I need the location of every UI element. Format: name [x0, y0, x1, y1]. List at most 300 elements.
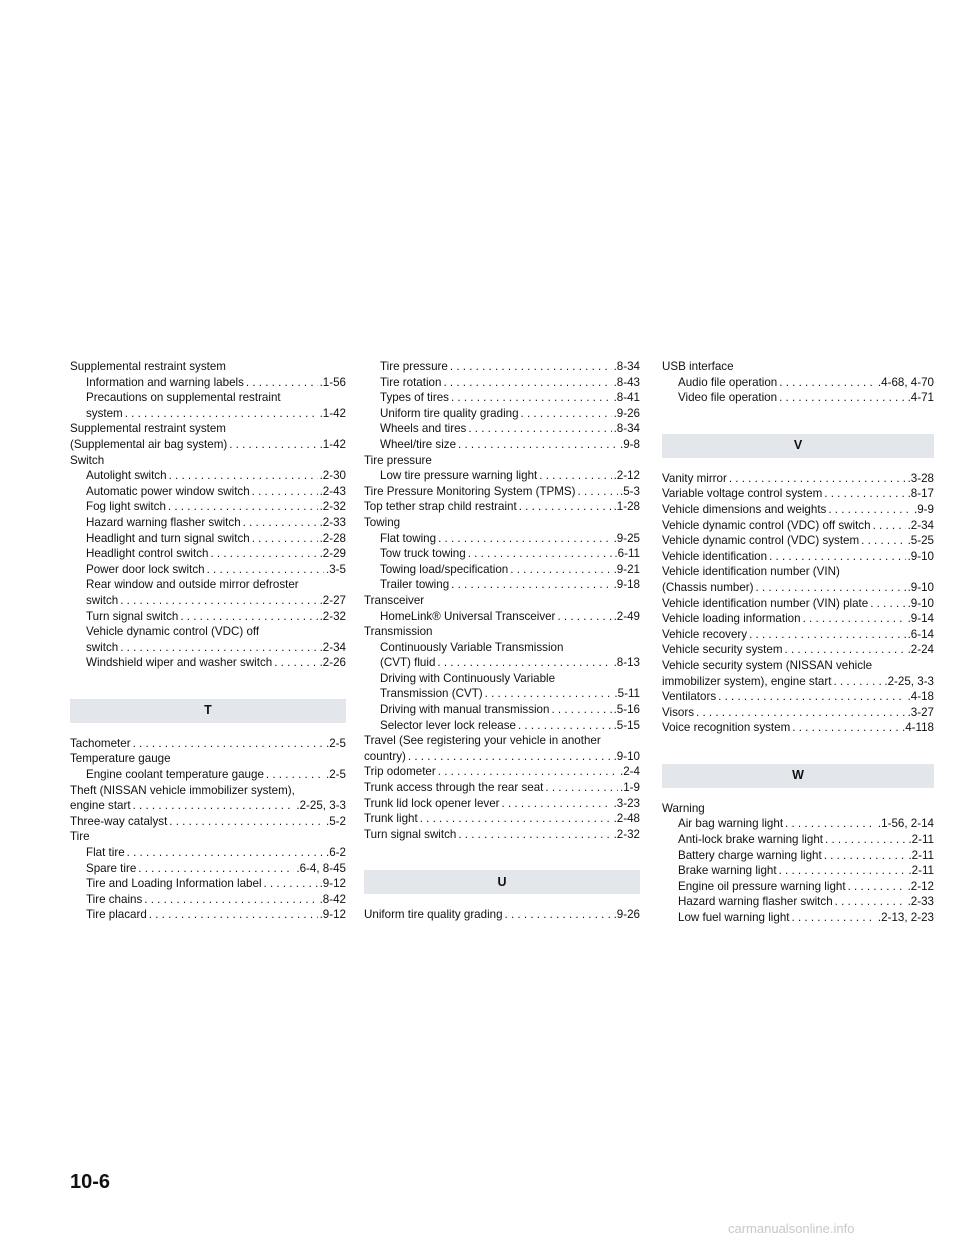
- entry-label: Transmission (CVT): [380, 687, 483, 701]
- dot-leader: [168, 499, 318, 515]
- dot-leader: [468, 421, 611, 437]
- entry-page-ref: .3-5: [326, 562, 346, 576]
- dot-leader: [408, 749, 612, 765]
- entry-page-ref: .4-68, 4-70: [877, 375, 934, 389]
- index-entry: [70, 814, 346, 830]
- entry-label: Tire rotation: [380, 375, 442, 389]
- index-entry: [70, 593, 346, 609]
- index-entry: [364, 421, 640, 437]
- entry-label: Tow truck towing: [380, 547, 466, 561]
- index-entry: [364, 780, 640, 796]
- index-heading: Transceiver: [364, 593, 425, 607]
- index-entry: [70, 876, 346, 892]
- index-entry: [364, 375, 640, 391]
- entry-page-ref: .2-32: [319, 500, 346, 514]
- entry-label: Headlight control switch: [86, 547, 209, 561]
- index-entry: [662, 533, 934, 549]
- entries-u: [364, 907, 640, 923]
- entry-label: Driving with manual transmission: [380, 703, 550, 717]
- index-entry: [364, 499, 640, 515]
- entry-label: (Chassis number): [662, 580, 754, 594]
- entry-page-ref: .2-11: [908, 864, 934, 878]
- index-entry: [364, 468, 640, 484]
- entry-label: immobilizer system), engine start: [662, 674, 832, 688]
- entry-label: Uniform tire quality grading: [380, 406, 519, 420]
- entry-page-ref: .2-30: [319, 469, 346, 483]
- index-entry: [364, 390, 640, 406]
- index-entry: [662, 375, 934, 391]
- dot-leader: [785, 642, 906, 658]
- index-entry: [70, 484, 346, 500]
- entry-label: Tire placard: [86, 908, 147, 922]
- entry-label: Hazard warning flasher switch: [86, 515, 241, 529]
- entry-label: Flat towing: [380, 531, 437, 545]
- index-entry: [662, 596, 934, 612]
- dot-leader: [144, 892, 317, 908]
- index-entry: [662, 580, 934, 596]
- index-entry: [662, 816, 934, 832]
- entries-t-cont: [364, 359, 640, 842]
- entry-page-ref: .3-27: [907, 705, 934, 719]
- index-heading: Supplemental restraint system: [70, 360, 226, 373]
- entry-page-ref: .6-14: [907, 627, 934, 641]
- dot-leader: [756, 580, 906, 596]
- dot-leader: [438, 764, 618, 780]
- dot-leader: [510, 562, 611, 578]
- entry-label: Towing load/specification: [380, 562, 509, 576]
- index-entry: [662, 627, 934, 643]
- entry-label: Information and warning labels: [86, 375, 244, 389]
- entry-page-ref: .5-15: [613, 718, 640, 732]
- dot-leader: [274, 655, 317, 671]
- index-heading: Continuously Variable Transmission: [380, 640, 564, 654]
- index-entry: [70, 640, 346, 656]
- dot-leader: [485, 686, 613, 702]
- entry-page-ref: .1-28: [613, 500, 640, 514]
- dot-leader: [873, 518, 906, 534]
- index-entry: [364, 609, 640, 625]
- index-entry: [70, 845, 346, 861]
- dot-leader: [825, 832, 906, 848]
- entry-label: Wheel/tire size: [380, 437, 457, 451]
- section-header-v: V: [662, 434, 934, 458]
- index-column-3: [662, 359, 934, 926]
- index-entry: [364, 531, 640, 547]
- dot-leader: [521, 406, 612, 422]
- index-entry: [70, 406, 346, 422]
- dot-leader: [125, 406, 318, 422]
- entry-page-ref: .9-21: [613, 562, 640, 576]
- index-heading: Theft (NISSAN vehicle immobilizer system),: [70, 783, 295, 797]
- entry-page-ref: .2-12: [613, 469, 640, 483]
- index-entry: [364, 718, 640, 734]
- section-header-w: W: [662, 764, 934, 788]
- index-entry: [662, 910, 934, 926]
- entry-label: system: [86, 406, 123, 420]
- index-entry: [70, 562, 346, 578]
- entry-page-ref: .2-11: [908, 848, 934, 862]
- index-heading: Travel (See registering your vehicle in another: [364, 734, 601, 748]
- index-heading: Vehicle identification number (VIN): [662, 565, 840, 579]
- dot-leader: [824, 486, 905, 502]
- entry-page-ref: .2-26: [319, 656, 346, 670]
- entry-label: Top tether strap child restraint: [364, 500, 517, 514]
- entry-page-ref: .2-25, 3-3: [296, 799, 346, 813]
- dot-leader: [451, 577, 611, 593]
- index-entry: [364, 484, 640, 500]
- index-heading: Rear window and outside mirror defroster: [86, 578, 299, 592]
- entry-label: Trip odometer: [364, 765, 436, 779]
- index-entry: [662, 848, 934, 864]
- entry-label: Vehicle loading information: [662, 612, 801, 626]
- index-entry: [364, 811, 640, 827]
- dot-leader: [451, 390, 612, 406]
- entry-label: Uniform tire quality grading: [364, 908, 503, 922]
- entry-page-ref: .9-12: [319, 908, 346, 922]
- index-heading: Supplemental restraint system: [70, 422, 226, 436]
- entry-page-ref: .8-34: [613, 360, 640, 373]
- entry-page-ref: .3-28: [907, 471, 934, 485]
- entry-label: Voice recognition system: [662, 721, 791, 735]
- entry-label: Tire chains: [86, 892, 143, 906]
- entry-page-ref: .9-10: [907, 580, 934, 594]
- dot-leader: [505, 907, 612, 923]
- entry-label: Windshield wiper and washer switch: [86, 656, 273, 670]
- dot-leader: [769, 549, 906, 565]
- entry-label: Tire and Loading Information label: [86, 877, 262, 891]
- entry-label: (CVT) fluid: [380, 656, 436, 670]
- index-entry: [662, 611, 934, 627]
- index-entry: [70, 499, 346, 515]
- entry-label: Spare tire: [86, 861, 137, 875]
- dot-leader: [169, 468, 318, 484]
- index-heading: Warning: [662, 801, 705, 815]
- index-heading: Precautions on supplemental restraint: [86, 391, 281, 405]
- index-entry: [70, 655, 346, 671]
- index-heading: USB interface: [662, 360, 734, 373]
- entry-page-ref: .2-32: [319, 609, 346, 623]
- dot-leader: [120, 640, 317, 656]
- index-heading: Tire: [70, 830, 90, 844]
- entry-page-ref: .2-4: [620, 765, 640, 779]
- index-entry: [364, 702, 640, 718]
- dot-leader: [848, 879, 906, 895]
- index-entry: [364, 686, 640, 702]
- entry-label: Ventilators: [662, 690, 717, 704]
- entry-page-ref: .2-27: [319, 593, 346, 607]
- entry-page-ref: .4-18: [907, 690, 934, 704]
- dot-leader: [870, 596, 905, 612]
- entry-label: engine start: [70, 799, 131, 813]
- index-entry: [662, 863, 934, 879]
- entry-page-ref: .2-12: [907, 879, 934, 893]
- index-entry: [70, 892, 346, 908]
- entry-page-ref: .2-13, 2-23: [877, 911, 934, 925]
- dot-leader: [252, 484, 318, 500]
- index-entry: [70, 798, 346, 814]
- index-entry: [662, 689, 934, 705]
- entry-page-ref: .1-56, 2-14: [877, 817, 934, 831]
- dot-leader: [696, 705, 906, 721]
- index-entry: [70, 767, 346, 783]
- entry-label: Vehicle recovery: [662, 627, 748, 641]
- index-entry: [662, 705, 934, 721]
- dot-leader: [824, 848, 907, 864]
- entry-page-ref: .2-28: [319, 531, 346, 545]
- entries-t: [70, 736, 346, 923]
- dot-leader: [785, 816, 876, 832]
- index-entry: [662, 502, 934, 518]
- index-entry: [364, 437, 640, 453]
- entry-page-ref: .2-11: [908, 833, 934, 847]
- index-entry: [662, 879, 934, 895]
- dot-leader: [828, 502, 912, 518]
- index-entry: [70, 736, 346, 752]
- index-entry: [70, 531, 346, 547]
- dot-leader: [545, 780, 618, 796]
- dot-leader: [443, 375, 611, 391]
- dot-leader: [779, 390, 906, 406]
- entry-page-ref: .2-24: [907, 643, 934, 657]
- entry-label: Vanity mirror: [662, 471, 727, 485]
- entry-page-ref: .2-32: [613, 827, 640, 841]
- dot-leader: [833, 674, 882, 690]
- entry-label: Video file operation: [678, 391, 778, 405]
- entry-page-ref: .8-42: [319, 892, 346, 906]
- index-heading: Switch: [70, 453, 105, 467]
- dot-leader: [729, 471, 906, 487]
- entry-page-ref: .2-48: [613, 812, 640, 826]
- dot-leader: [420, 811, 612, 827]
- dot-leader: [861, 533, 905, 549]
- entry-page-ref: .6-11: [614, 547, 640, 561]
- entry-page-ref: .9-8: [620, 437, 640, 451]
- index-entry: [662, 674, 934, 690]
- dot-leader: [749, 627, 906, 643]
- watermark: carmanualsonline.info: [728, 1221, 855, 1236]
- entry-page-ref: .1-42: [319, 437, 346, 451]
- entry-label: HomeLink® Universal Transceiver: [380, 609, 556, 623]
- index-entry: [364, 562, 640, 578]
- entry-page-ref: .5-25: [907, 534, 934, 548]
- index-entry: [364, 577, 640, 593]
- dot-leader: [207, 562, 324, 578]
- entry-label: Tire pressure: [380, 360, 448, 373]
- dot-leader: [438, 531, 612, 547]
- entry-label: Types of tires: [380, 391, 449, 405]
- dot-leader: [539, 468, 611, 484]
- entry-label: Tire Pressure Monitoring System (TPMS): [364, 484, 576, 498]
- dot-leader: [458, 827, 611, 843]
- entry-label: Vehicle identification: [662, 549, 768, 563]
- entry-label: Audio file operation: [678, 375, 778, 389]
- entry-page-ref: .2-33: [907, 895, 934, 909]
- dot-leader: [138, 861, 294, 877]
- index-column-2: [364, 359, 640, 923]
- entry-page-ref: .1-9: [620, 781, 640, 795]
- entry-page-ref: .9-9: [914, 502, 934, 516]
- entry-label: Trunk access through the rear seat: [364, 781, 544, 795]
- index-entry: [662, 894, 934, 910]
- entry-label: Air bag warning light: [678, 817, 784, 831]
- index-entry: [364, 406, 640, 422]
- dot-leader: [133, 736, 324, 752]
- dot-leader: [557, 609, 611, 625]
- dot-leader: [266, 767, 324, 783]
- index-entry: [662, 518, 934, 534]
- index-heading: Tire pressure: [364, 453, 432, 467]
- entry-page-ref: .8-43: [613, 375, 640, 389]
- dot-leader: [835, 894, 906, 910]
- entry-label: Selector lever lock release: [380, 718, 516, 732]
- entry-page-ref: .8-41: [613, 391, 640, 405]
- entry-label: switch: [86, 640, 119, 654]
- index-entry: [364, 749, 640, 765]
- dot-leader: [127, 845, 324, 861]
- entry-label: Tachometer: [70, 736, 131, 750]
- index-entry: [70, 468, 346, 484]
- index-entry: [70, 515, 346, 531]
- entry-label: Automatic power window switch: [86, 484, 250, 498]
- entry-label: Visors: [662, 705, 695, 719]
- entry-label: Vehicle security system: [662, 643, 783, 657]
- entry-page-ref: .3-23: [613, 796, 640, 810]
- entry-page-ref: .2-29: [319, 547, 346, 561]
- index-heading: Temperature gauge: [70, 752, 171, 766]
- entry-page-ref: .5-3: [620, 484, 640, 498]
- index-column-1: [70, 359, 346, 923]
- entry-label: (Supplemental air bag system): [70, 437, 228, 451]
- dot-leader: [120, 593, 317, 609]
- index-entry: [70, 437, 346, 453]
- entry-page-ref: .2-33: [319, 515, 346, 529]
- index-entry: [70, 375, 346, 391]
- index-entry: [364, 827, 640, 843]
- entry-page-ref: .2-49: [613, 609, 640, 623]
- entry-label: Engine coolant temperature gauge: [86, 768, 264, 782]
- index-entry: [364, 359, 640, 375]
- entry-page-ref: .8-17: [907, 487, 934, 501]
- entry-page-ref: .5-2: [326, 814, 346, 828]
- entry-label: Vehicle dimensions and weights: [662, 502, 827, 516]
- index-entry: [662, 471, 934, 487]
- entry-page-ref: .9-18: [613, 578, 640, 592]
- dot-leader: [133, 798, 295, 814]
- entry-page-ref: .9-12: [319, 877, 346, 891]
- entry-label: Wheels and tires: [380, 422, 467, 436]
- entry-page-ref: .2-25, 3-3: [884, 674, 934, 688]
- entry-page-ref: .9-10: [613, 749, 640, 763]
- entry-page-ref: .9-26: [613, 406, 640, 420]
- entry-page-ref: .6-4, 8-45: [296, 861, 346, 875]
- entry-label: Low fuel warning light: [678, 911, 790, 925]
- index-entry: [662, 832, 934, 848]
- entry-label: Battery charge warning light: [678, 848, 822, 862]
- dot-leader: [792, 720, 900, 736]
- dot-leader: [578, 484, 618, 500]
- entry-page-ref: .9-14: [907, 612, 934, 626]
- index-entry: [364, 907, 640, 923]
- dot-leader: [210, 546, 317, 562]
- dot-leader: [518, 718, 612, 734]
- dot-leader: [718, 689, 905, 705]
- entry-label: Flat tire: [86, 846, 125, 860]
- dot-leader: [468, 546, 613, 562]
- entry-label: Three-way catalyst: [70, 814, 168, 828]
- entry-page-ref: .8-34: [613, 422, 640, 436]
- dot-leader: [252, 531, 318, 547]
- entry-page-ref: .4-71: [907, 391, 934, 405]
- index-entry: [364, 796, 640, 812]
- entry-label: Fog light switch: [86, 500, 166, 514]
- dot-leader: [169, 814, 324, 830]
- index-entry: [70, 861, 346, 877]
- entry-label: country): [364, 749, 406, 763]
- entry-page-ref: .1-42: [319, 406, 346, 420]
- dot-leader: [243, 515, 318, 531]
- dot-leader: [229, 437, 317, 453]
- entry-page-ref: .8-13: [613, 656, 640, 670]
- index-entry: [364, 546, 640, 562]
- dot-leader: [264, 876, 318, 892]
- entries-v: [662, 471, 934, 736]
- section-header-u: U: [364, 870, 640, 894]
- entry-label: Low tire pressure warning light: [380, 469, 538, 483]
- entry-page-ref: .9-26: [613, 908, 640, 922]
- entry-page-ref: .4-118: [901, 721, 934, 735]
- entry-page-ref: .9-25: [613, 531, 640, 545]
- entry-label: Headlight and turn signal switch: [86, 531, 250, 545]
- entry-label: Hazard warning flasher switch: [678, 895, 833, 909]
- index-entry: [662, 390, 934, 406]
- entry-page-ref: .5-16: [613, 703, 640, 717]
- index-heading: Transmission: [364, 625, 433, 639]
- entry-page-ref: .9-10: [907, 549, 934, 563]
- entry-page-ref: .9-10: [907, 596, 934, 610]
- dot-leader: [246, 375, 318, 391]
- index-entry: [364, 764, 640, 780]
- entry-page-ref: .1-56: [319, 375, 346, 389]
- index-entry: [662, 486, 934, 502]
- entry-label: Turn signal switch: [364, 827, 457, 841]
- entry-label: Vehicle dynamic control (VDC) system: [662, 534, 860, 548]
- entry-page-ref: .2-34: [907, 518, 934, 532]
- index-entry: [364, 655, 640, 671]
- page-number: 10-6: [70, 1171, 111, 1193]
- entry-page-ref: .2-34: [319, 640, 346, 654]
- entry-label: Variable voltage control system: [662, 487, 823, 501]
- entry-label: Trunk light: [364, 812, 418, 826]
- entry-label: Turn signal switch: [86, 609, 179, 623]
- dot-leader: [180, 609, 317, 625]
- dot-leader: [803, 611, 906, 627]
- entry-page-ref: .2-5: [326, 768, 346, 782]
- entry-page-ref: .2-5: [326, 736, 346, 750]
- entry-label: Autolight switch: [86, 469, 167, 483]
- dot-leader: [779, 375, 876, 391]
- entry-label: Anti-lock brake warning light: [678, 833, 823, 847]
- dot-leader: [458, 437, 618, 453]
- dot-leader: [779, 863, 907, 879]
- dot-leader: [450, 359, 612, 375]
- entry-label: Brake warning light: [678, 864, 777, 878]
- entry-label: Power door lock switch: [86, 562, 205, 576]
- dot-leader: [149, 907, 318, 923]
- entry-page-ref: .2-43: [319, 484, 346, 498]
- index-entry: [70, 609, 346, 625]
- dot-leader: [551, 702, 611, 718]
- index-entry: [662, 549, 934, 565]
